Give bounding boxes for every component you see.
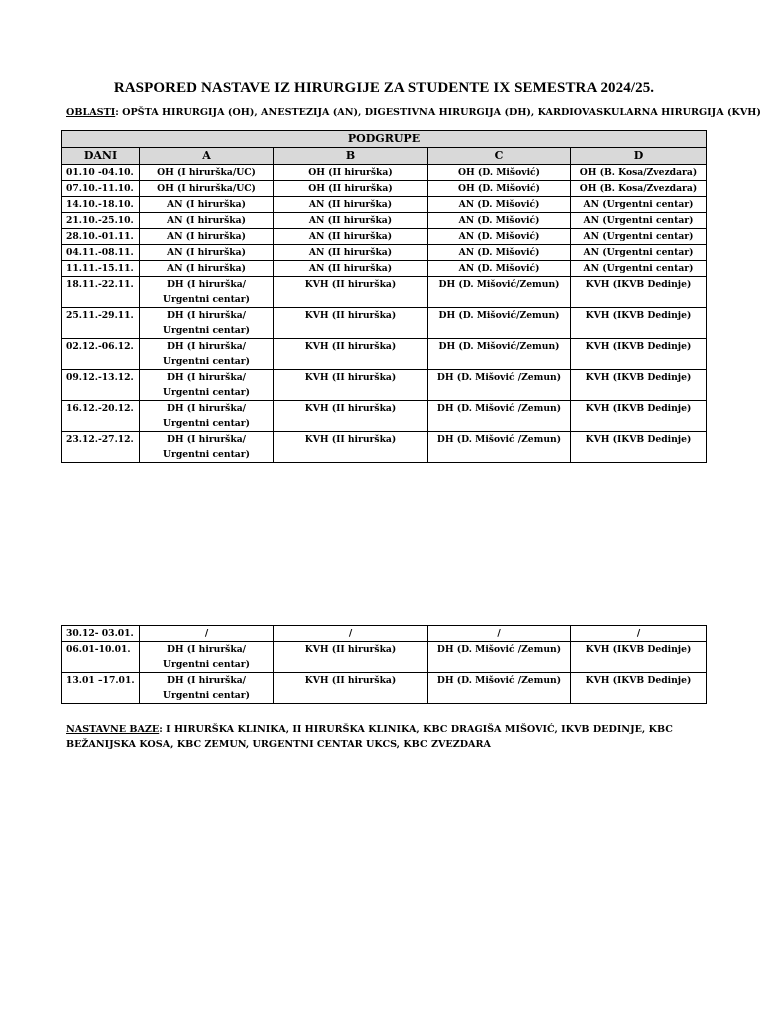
schedule-body <box>62 165 707 463</box>
schedule-cell: / <box>140 626 274 642</box>
table-row <box>62 197 707 213</box>
table-row <box>62 277 707 308</box>
schedule-cell: AN (II hirurška) <box>274 197 428 213</box>
schedule-cell: DH (I hirurška/ Urgentni centar) <box>140 339 274 370</box>
column-header-b: B <box>274 148 428 165</box>
schedule-cell: / <box>571 626 707 642</box>
schedule-cell: DH (I hirurška/ Urgentni centar) <box>140 370 274 401</box>
table-row <box>62 642 707 673</box>
schedule-cell: KVH (II hirurška) <box>274 370 428 401</box>
date-range-cell: 04.11.-08.11. <box>62 245 140 261</box>
schedule-cell: AN (Urgentni centar) <box>571 245 707 261</box>
date-range-cell: 21.10.-25.10. <box>62 213 140 229</box>
schedule-cell: AN (Urgentni centar) <box>571 261 707 277</box>
schedule-table-continued <box>61 625 707 704</box>
table-row <box>62 432 707 463</box>
column-header-a: A <box>140 148 274 165</box>
schedule-cell: OH (B. Kosa/Zvezdara) <box>571 181 707 197</box>
schedule-cell: DH (D. Mišović /Zemun) <box>428 370 571 401</box>
schedule-cell: KVH (II hirurška) <box>274 277 428 308</box>
schedule-table <box>61 130 707 463</box>
date-range-cell: 06.01-10.01. <box>62 642 140 673</box>
schedule-cell: DH (I hirurška/ Urgentni centar) <box>140 401 274 432</box>
date-range-cell: 30.12- 03.01. <box>62 626 140 642</box>
schedule-cell: DH (D. Mišović/Zemun) <box>428 339 571 370</box>
date-range-cell: 23.12.-27.12. <box>62 432 140 463</box>
schedule-cell: / <box>274 626 428 642</box>
column-header-d: D <box>571 148 707 165</box>
schedule-cell: DH (I hirurška/ Urgentni centar) <box>140 308 274 339</box>
schedule-cell: AN (D. Mišović) <box>428 229 571 245</box>
schedule-cell: DH (I hirurška/ Urgentni centar) <box>140 642 274 673</box>
date-range-cell: 13.01 –17.01. <box>62 673 140 704</box>
schedule-cell: KVH (II hirurška) <box>274 308 428 339</box>
schedule-cell: OH (II hirurška) <box>274 165 428 181</box>
schedule-cell: / <box>428 626 571 642</box>
schedule-cell: OH (I hirurška/UC) <box>140 165 274 181</box>
schedule-cell: DH (D. Mišović/Zemun) <box>428 308 571 339</box>
schedule-cell: AN (I hirurška) <box>140 213 274 229</box>
schedule-cell: DH (D. Mišović/Zemun) <box>428 277 571 308</box>
schedule-cell: OH (I hirurška/UC) <box>140 181 274 197</box>
schedule-cell: AN (D. Mišović) <box>428 261 571 277</box>
schedule-cell: KVH (IKVB Dedinje) <box>571 673 707 704</box>
schedule-cell: AN (Urgentni centar) <box>571 229 707 245</box>
schedule-cell: AN (D. Mišović) <box>428 213 571 229</box>
schedule-cell: DH (I hirurška/ Urgentni centar) <box>140 432 274 463</box>
schedule-cell: AN (II hirurška) <box>274 261 428 277</box>
document-title: RASPORED NASTAVE IZ HIRURGIJE ZA STUDENTE IX SEMESTRA 2024/25. <box>113 80 655 96</box>
date-range-cell: 18.11.-22.11. <box>62 277 140 308</box>
schedule-cell: KVH (IKVB Dedinje) <box>571 339 707 370</box>
table-row <box>62 370 707 401</box>
schedule-cell: AN (Urgentni centar) <box>571 197 707 213</box>
areas-line <box>66 107 761 118</box>
date-range-cell: 07.10.-11.10. <box>62 181 140 197</box>
schedule-cell: KVH (II hirurška) <box>274 673 428 704</box>
schedule-cell: KVH (II hirurška) <box>274 401 428 432</box>
date-range-cell: 28.10.-01.11. <box>62 229 140 245</box>
teaching-bases <box>66 722 716 752</box>
date-range-cell: 11.11.-15.11. <box>62 261 140 277</box>
table-row <box>62 261 707 277</box>
schedule-cell: OH (D. Mišović) <box>428 181 571 197</box>
date-range-cell: 01.10 -04.10. <box>62 165 140 181</box>
group-header: PODGRUPE <box>62 131 707 148</box>
schedule-cell: KVH (IKVB Dedinje) <box>571 432 707 463</box>
schedule-cell: DH (D. Mišović /Zemun) <box>428 432 571 463</box>
schedule-cell: AN (I hirurška) <box>140 229 274 245</box>
schedule-cell: DH (D. Mišović /Zemun) <box>428 401 571 432</box>
table-row <box>62 401 707 432</box>
schedule-cell: DH (D. Mišović /Zemun) <box>428 673 571 704</box>
table-row <box>62 626 707 642</box>
schedule-cell: AN (Urgentni centar) <box>571 213 707 229</box>
table-row <box>62 245 707 261</box>
schedule-cell: DH (I hirurška/ Urgentni centar) <box>140 673 274 704</box>
schedule-cell: AN (II hirurška) <box>274 229 428 245</box>
column-header-days: DANI <box>62 148 140 165</box>
schedule-cell: OH (D. Mišović) <box>428 165 571 181</box>
schedule-cell: AN (II hirurška) <box>274 245 428 261</box>
table-row <box>62 213 707 229</box>
schedule-cell: KVH (IKVB Dedinje) <box>571 308 707 339</box>
bases-text: : I HIRURŠKA KLINIKA, II HIRURŠKA KLINIKA, KBC DRAGIŠA MIŠOVIĆ, IKVB DEDINJE, KBC BEŽANIJSKA KOSA, KBC ZEMUN, URGENTNI CENTAR UKCS, KBC ZVEZDARA <box>66 724 673 750</box>
date-range-cell: 16.12.-20.12. <box>62 401 140 432</box>
schedule-cell: AN (I hirurška) <box>140 245 274 261</box>
schedule-cell: OH (II hirurška) <box>274 181 428 197</box>
date-range-cell: 14.10.-18.10. <box>62 197 140 213</box>
table-row <box>62 165 707 181</box>
schedule-cell: AN (I hirurška) <box>140 261 274 277</box>
schedule-cell: DH (D. Mišović /Zemun) <box>428 642 571 673</box>
date-range-cell: 09.12.-13.12. <box>62 370 140 401</box>
schedule-cell: AN (II hirurška) <box>274 213 428 229</box>
date-range-cell: 25.11.-29.11. <box>62 308 140 339</box>
schedule-cell: KVH (IKVB Dedinje) <box>571 277 707 308</box>
schedule-cell: KVH (IKVB Dedinje) <box>571 401 707 432</box>
areas-label: OBLASTI <box>66 107 116 118</box>
table-row <box>62 308 707 339</box>
column-header-c: C <box>428 148 571 165</box>
table-row <box>62 673 707 704</box>
table-row <box>62 181 707 197</box>
schedule-cell: AN (I hirurška) <box>140 197 274 213</box>
schedule-cell: KVH (II hirurška) <box>274 642 428 673</box>
schedule-cell: KVH (IKVB Dedinje) <box>571 370 707 401</box>
schedule-cell: KVH (IKVB Dedinje) <box>571 642 707 673</box>
schedule-cell: AN (D. Mišović) <box>428 245 571 261</box>
schedule-cell: KVH (II hirurška) <box>274 339 428 370</box>
schedule-body-continued <box>62 626 707 704</box>
table-row <box>62 339 707 370</box>
schedule-cell: AN (D. Mišović) <box>428 197 571 213</box>
date-range-cell: 02.12.-06.12. <box>62 339 140 370</box>
bases-label: NASTAVNE BAZE <box>66 724 160 735</box>
table-row <box>62 229 707 245</box>
schedule-cell: DH (I hirurška/ Urgentni centar) <box>140 277 274 308</box>
schedule-cell: KVH (II hirurška) <box>274 432 428 463</box>
areas-text: : OPŠTA HIRURGIJA (OH), ANESTEZIJA (AN), DIGESTIVNA HIRURGIJA (DH), KARDIOVASKULARNA HIRURGIJA (KVH) <box>115 107 761 118</box>
schedule-cell: OH (B. Kosa/Zvezdara) <box>571 165 707 181</box>
